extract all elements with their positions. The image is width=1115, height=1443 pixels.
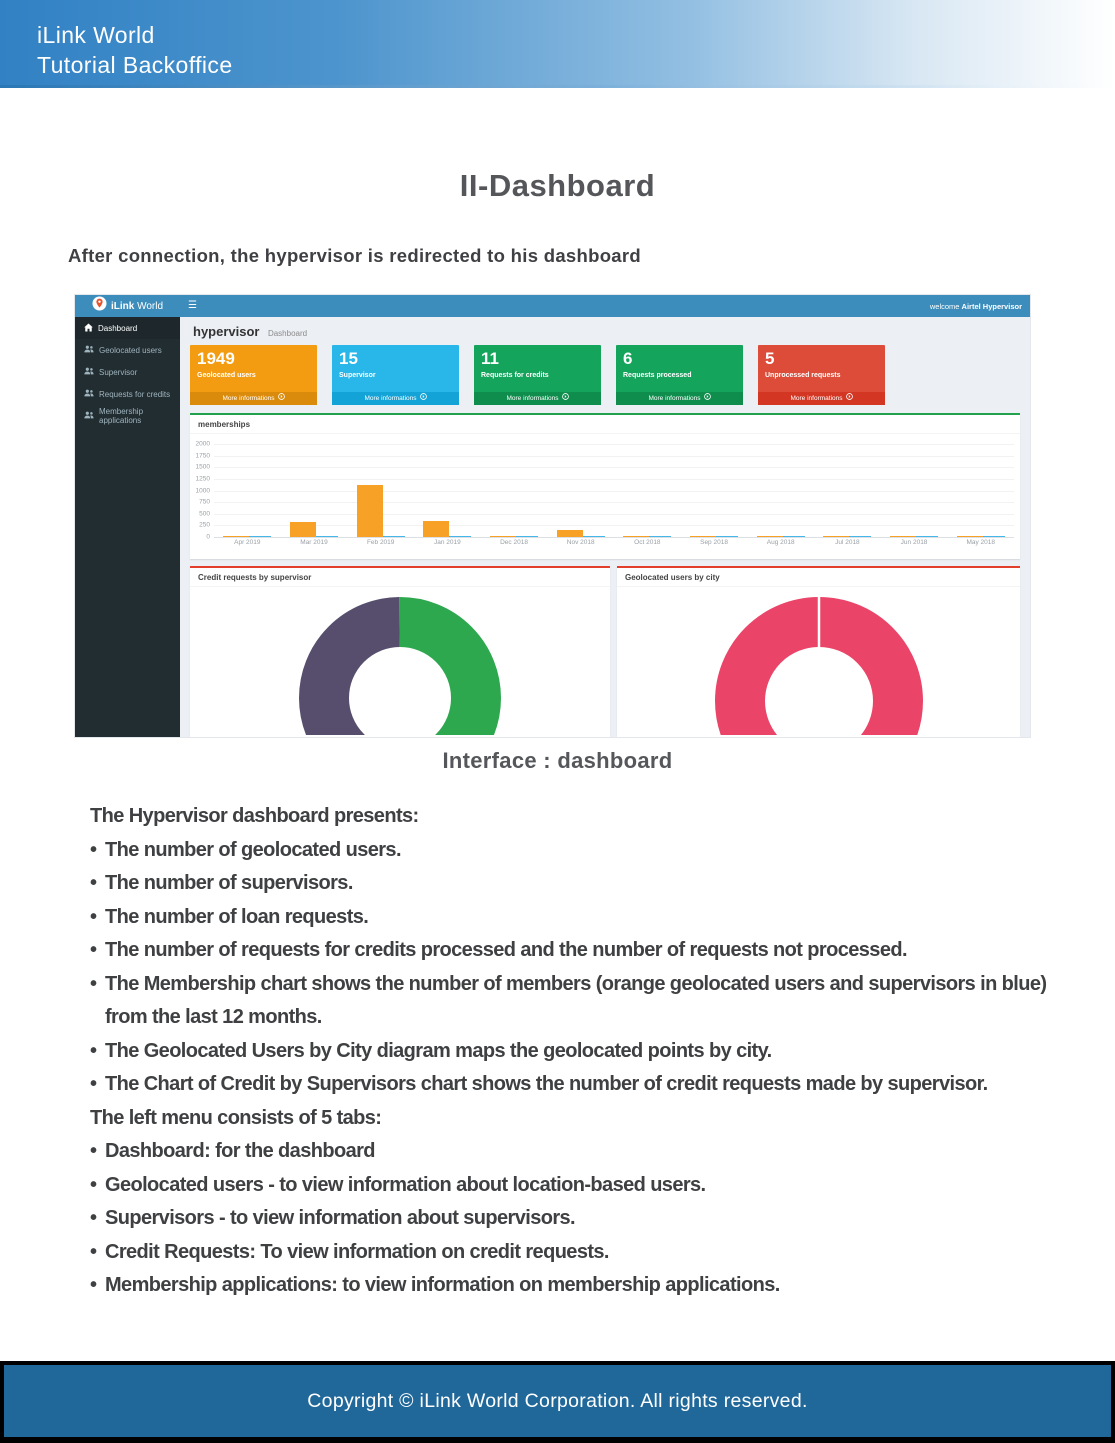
more-informations-label: More informations [648,395,701,402]
sidebar-item-supervisor[interactable] [75,361,180,383]
body-line [90,800,1090,834]
stat-card-label: Geolocated users [197,371,256,379]
more-informations-label: More informations [222,395,275,402]
orange-bar [423,521,449,537]
blue-bar [783,536,805,537]
more-informations-link[interactable] [190,392,317,405]
bar-group-may-2018 [947,536,1014,537]
x-axis-tick: May 2018 [966,539,995,546]
memberships-bar-chart [190,434,1020,557]
brand-text: iLink World [110,300,164,312]
body-line [90,1202,1090,1236]
y-axis-tick: 1250 [195,475,210,483]
x-axis-tick: Mar 2019 [300,539,328,546]
gridline [214,537,1014,538]
body-line-text: The number of supervisors. [105,872,353,894]
y-axis-tick: 1750 [195,452,210,460]
sidebar-item-label: Dashboard [98,323,138,333]
sidebar-item-label: Requests for credits [99,389,171,399]
page-footer [0,1361,1115,1443]
body-line [90,1135,1090,1169]
bullet-marker: • [90,1274,97,1296]
stat-card-supervisor [332,345,459,405]
geolocated-city-panel-title: Geolocated users by city [617,568,1020,587]
more-informations-link[interactable] [474,392,601,405]
blue-bar [649,536,671,537]
y-axis-tick: 250 [199,521,210,529]
body-line-text: Membership applications: to view information on membership applications. [105,1274,780,1296]
ilink-pin-logo-icon [92,296,107,316]
body-line [90,1169,1090,1203]
arrow-circle-right-icon [704,392,711,405]
stat-card-value: 5 [765,349,775,368]
bar-group-sep-2018 [681,536,748,537]
body-line-text: The Chart of Credit by Supervisors chart shows the number of credit requests made by supervisor. [105,1073,988,1095]
blue-bar [983,536,1005,537]
orange-bar [957,536,983,537]
bullet-marker: • [90,905,97,928]
blue-bar [449,536,471,537]
blue-bar [916,536,938,537]
arrow-circle-right-icon [420,392,427,405]
bar-group-jul-2018 [814,536,881,537]
banner-subtitle: Tutorial Backoffice [37,52,233,78]
content-title: hypervisor [193,324,260,339]
bar-group-feb-2019 [347,485,414,537]
y-axis-tick: 2000 [195,440,210,448]
x-axis-tick: Aug 2018 [766,539,795,546]
body-line [90,968,1090,1002]
more-informations-link[interactable] [332,392,459,405]
memberships-panel [190,413,1020,559]
blue-bar [316,536,338,537]
memberships-panel-title: memberships [190,415,1020,434]
stat-card-label: Requests processed [623,371,692,379]
body-line-text: Credit Requests: To view information on credit requests. [105,1240,609,1263]
x-axis-tick: Jan 2019 [433,539,461,546]
bar-group-jun-2018 [881,536,948,537]
stat-card-unprocessed-requests [758,345,885,405]
y-axis-tick: 1500 [195,463,210,471]
stat-card-label: Supervisor [339,371,376,379]
body-line [90,1102,1090,1136]
stat-card-value: 1949 [197,349,235,368]
bar-group-nov-2018 [547,530,614,537]
x-axis-tick: Apr 2019 [234,539,261,546]
bullet-marker: • [90,1240,97,1263]
body-line [90,934,1090,968]
x-axis-tick: Jul 2018 [835,539,860,546]
bar-group-oct-2018 [614,536,681,537]
y-axis-tick: 1000 [195,487,210,494]
blue-bar [383,536,405,537]
sidebar-item-requests-for-credits[interactable] [75,383,180,405]
bullet-marker: • [90,939,97,961]
dashboard-content [180,317,1030,737]
x-axis-tick: Jun 2018 [900,539,928,546]
body-line [90,1068,1090,1102]
users-icon [84,411,94,421]
page-title: II-Dashboard [459,168,656,203]
body-line-text: from the last 12 months. [105,1006,322,1028]
users-icon [84,367,94,377]
body-line [90,1236,1090,1270]
bar-group-mar-2019 [281,522,348,537]
sidebar-item-geolocated-users[interactable] [75,339,180,361]
body-line-text: The number of loan requests. [105,905,369,928]
bullet-marker: • [90,1039,97,1062]
stat-card-label: Unprocessed requests [765,371,841,379]
x-axis-tick: Dec 2018 [500,539,528,546]
stat-card-requests-for-credits [474,345,601,405]
body-line-text: The Geolocated Users by City diagram maps the geolocated points by city. [105,1039,772,1062]
blue-bar [249,536,271,537]
hamburger-icon[interactable]: ☰ [188,300,197,311]
x-axis-tick: Feb 2019 [366,539,395,546]
dashboard-screenshot [75,295,1030,737]
sidebar-item-label: Supervisor [99,367,138,377]
stat-card-label: Requests for credits [481,371,549,379]
orange-bar [357,485,383,537]
body-line [90,1269,1090,1303]
stat-cards-row [190,345,885,405]
more-informations-link[interactable] [616,392,743,405]
bar-groups [214,444,1014,537]
x-axis-tick: Nov 2018 [566,539,595,546]
more-informations-label: More informations [506,395,559,402]
orange-bar [757,536,783,537]
welcome-text: welcome Airtel Hypervisor [929,301,1022,311]
sidebar-item-dashboard[interactable] [75,317,180,339]
blue-bar [583,536,605,537]
home-icon [84,323,93,334]
blue-bar [516,536,538,537]
sidebar-menu [75,317,180,737]
dashboard-topbar [75,295,1030,317]
stat-card-value: 11 [481,349,499,368]
body-line-text: Geolocated users - to view information about location-based users. [105,1173,706,1196]
orange-bar [823,536,849,537]
bar-group-dec-2018 [481,536,548,537]
x-axis-tick: Sep 2018 [700,539,728,546]
y-axis-tick: 750 [199,498,210,506]
orange-bar [623,536,649,537]
body-line [90,834,1090,868]
sidebar-item-membership-applications[interactable] [75,405,180,427]
bullet-marker: • [90,872,97,894]
body-line [90,1001,1090,1035]
bullet-marker: • [90,972,97,995]
bullet-marker: • [90,838,97,861]
description-text [90,800,1090,1303]
arrow-circle-right-icon [846,392,853,405]
stat-card-requests-processed [616,345,743,405]
credit-requests-panel [190,566,610,737]
body-line-text: The left menu consists of 5 tabs: [90,1106,382,1129]
footer-copyright: Copyright © iLink World Corporation. All rights reserved. [307,1389,808,1412]
stat-card-value: 6 [623,349,633,368]
body-line-text: The Membership chart shows the number of members (orange geolocated users and supervisors in blue) [105,972,1047,995]
donut-svg [713,595,925,735]
bullet-marker: • [90,1173,97,1196]
bullet-marker: • [90,1207,97,1229]
geolocated-city-panel [617,566,1020,737]
bullet-marker: • [90,1140,97,1162]
content-breadcrumb: Dashboard [267,329,308,338]
arrow-circle-right-icon [562,392,569,405]
orange-bar [490,536,516,537]
orange-bar [223,536,249,537]
screenshot-caption: Interface : dashboard [442,748,673,773]
body-line [90,1035,1090,1069]
banner-title: iLink World [37,22,155,48]
blue-bar [716,536,738,537]
y-axis-tick: 0 [206,533,210,541]
bar-group-jan-2019 [414,521,481,537]
body-line [90,867,1090,901]
users-icon [84,345,94,355]
donut-svg [297,595,503,735]
body-line [90,901,1090,935]
app-brand[interactable] [75,295,180,317]
bar-group-apr-2019 [214,536,281,537]
body-line-text: The number of geolocated users. [105,838,401,861]
intro-text: After connection, the hypervisor is redirected to his dashboard [68,245,641,266]
stat-card-value: 15 [339,349,358,368]
more-informations-label: More informations [364,395,417,402]
geolocated-city-donut-chart [617,587,1020,735]
arrow-circle-right-icon [278,392,285,405]
orange-bar [290,522,316,537]
x-axis-tick: Oct 2018 [634,539,661,546]
body-line-text: The Hypervisor dashboard presents: [90,805,419,827]
users-icon [84,389,94,399]
body-line-text: The number of requests for credits processed and the number of requests not processed. [105,939,907,961]
blue-bar [849,536,871,537]
y-axis-tick: 500 [199,510,210,518]
bullet-marker: • [90,1073,97,1095]
sidebar-item-label: Geolocated users [99,345,162,355]
orange-bar [557,530,583,537]
stat-card-geolocated-users [190,345,317,405]
more-informations-link[interactable] [758,392,885,405]
body-line-text: Supervisors - to view information about supervisors. [105,1207,576,1229]
sidebar-item-label: Membership applications [99,407,144,425]
more-informations-label: More informations [790,395,843,402]
page-header-banner [0,0,1115,85]
credit-requests-panel-title: Credit requests by supervisor [190,568,610,587]
content-heading [193,323,307,341]
orange-bar [890,536,916,537]
x-axis-labels [214,539,1014,546]
orange-bar [690,536,716,537]
credit-requests-donut-chart [190,587,610,735]
body-line-text: Dashboard: for the dashboard [105,1140,375,1162]
bar-group-aug-2018 [747,536,814,537]
